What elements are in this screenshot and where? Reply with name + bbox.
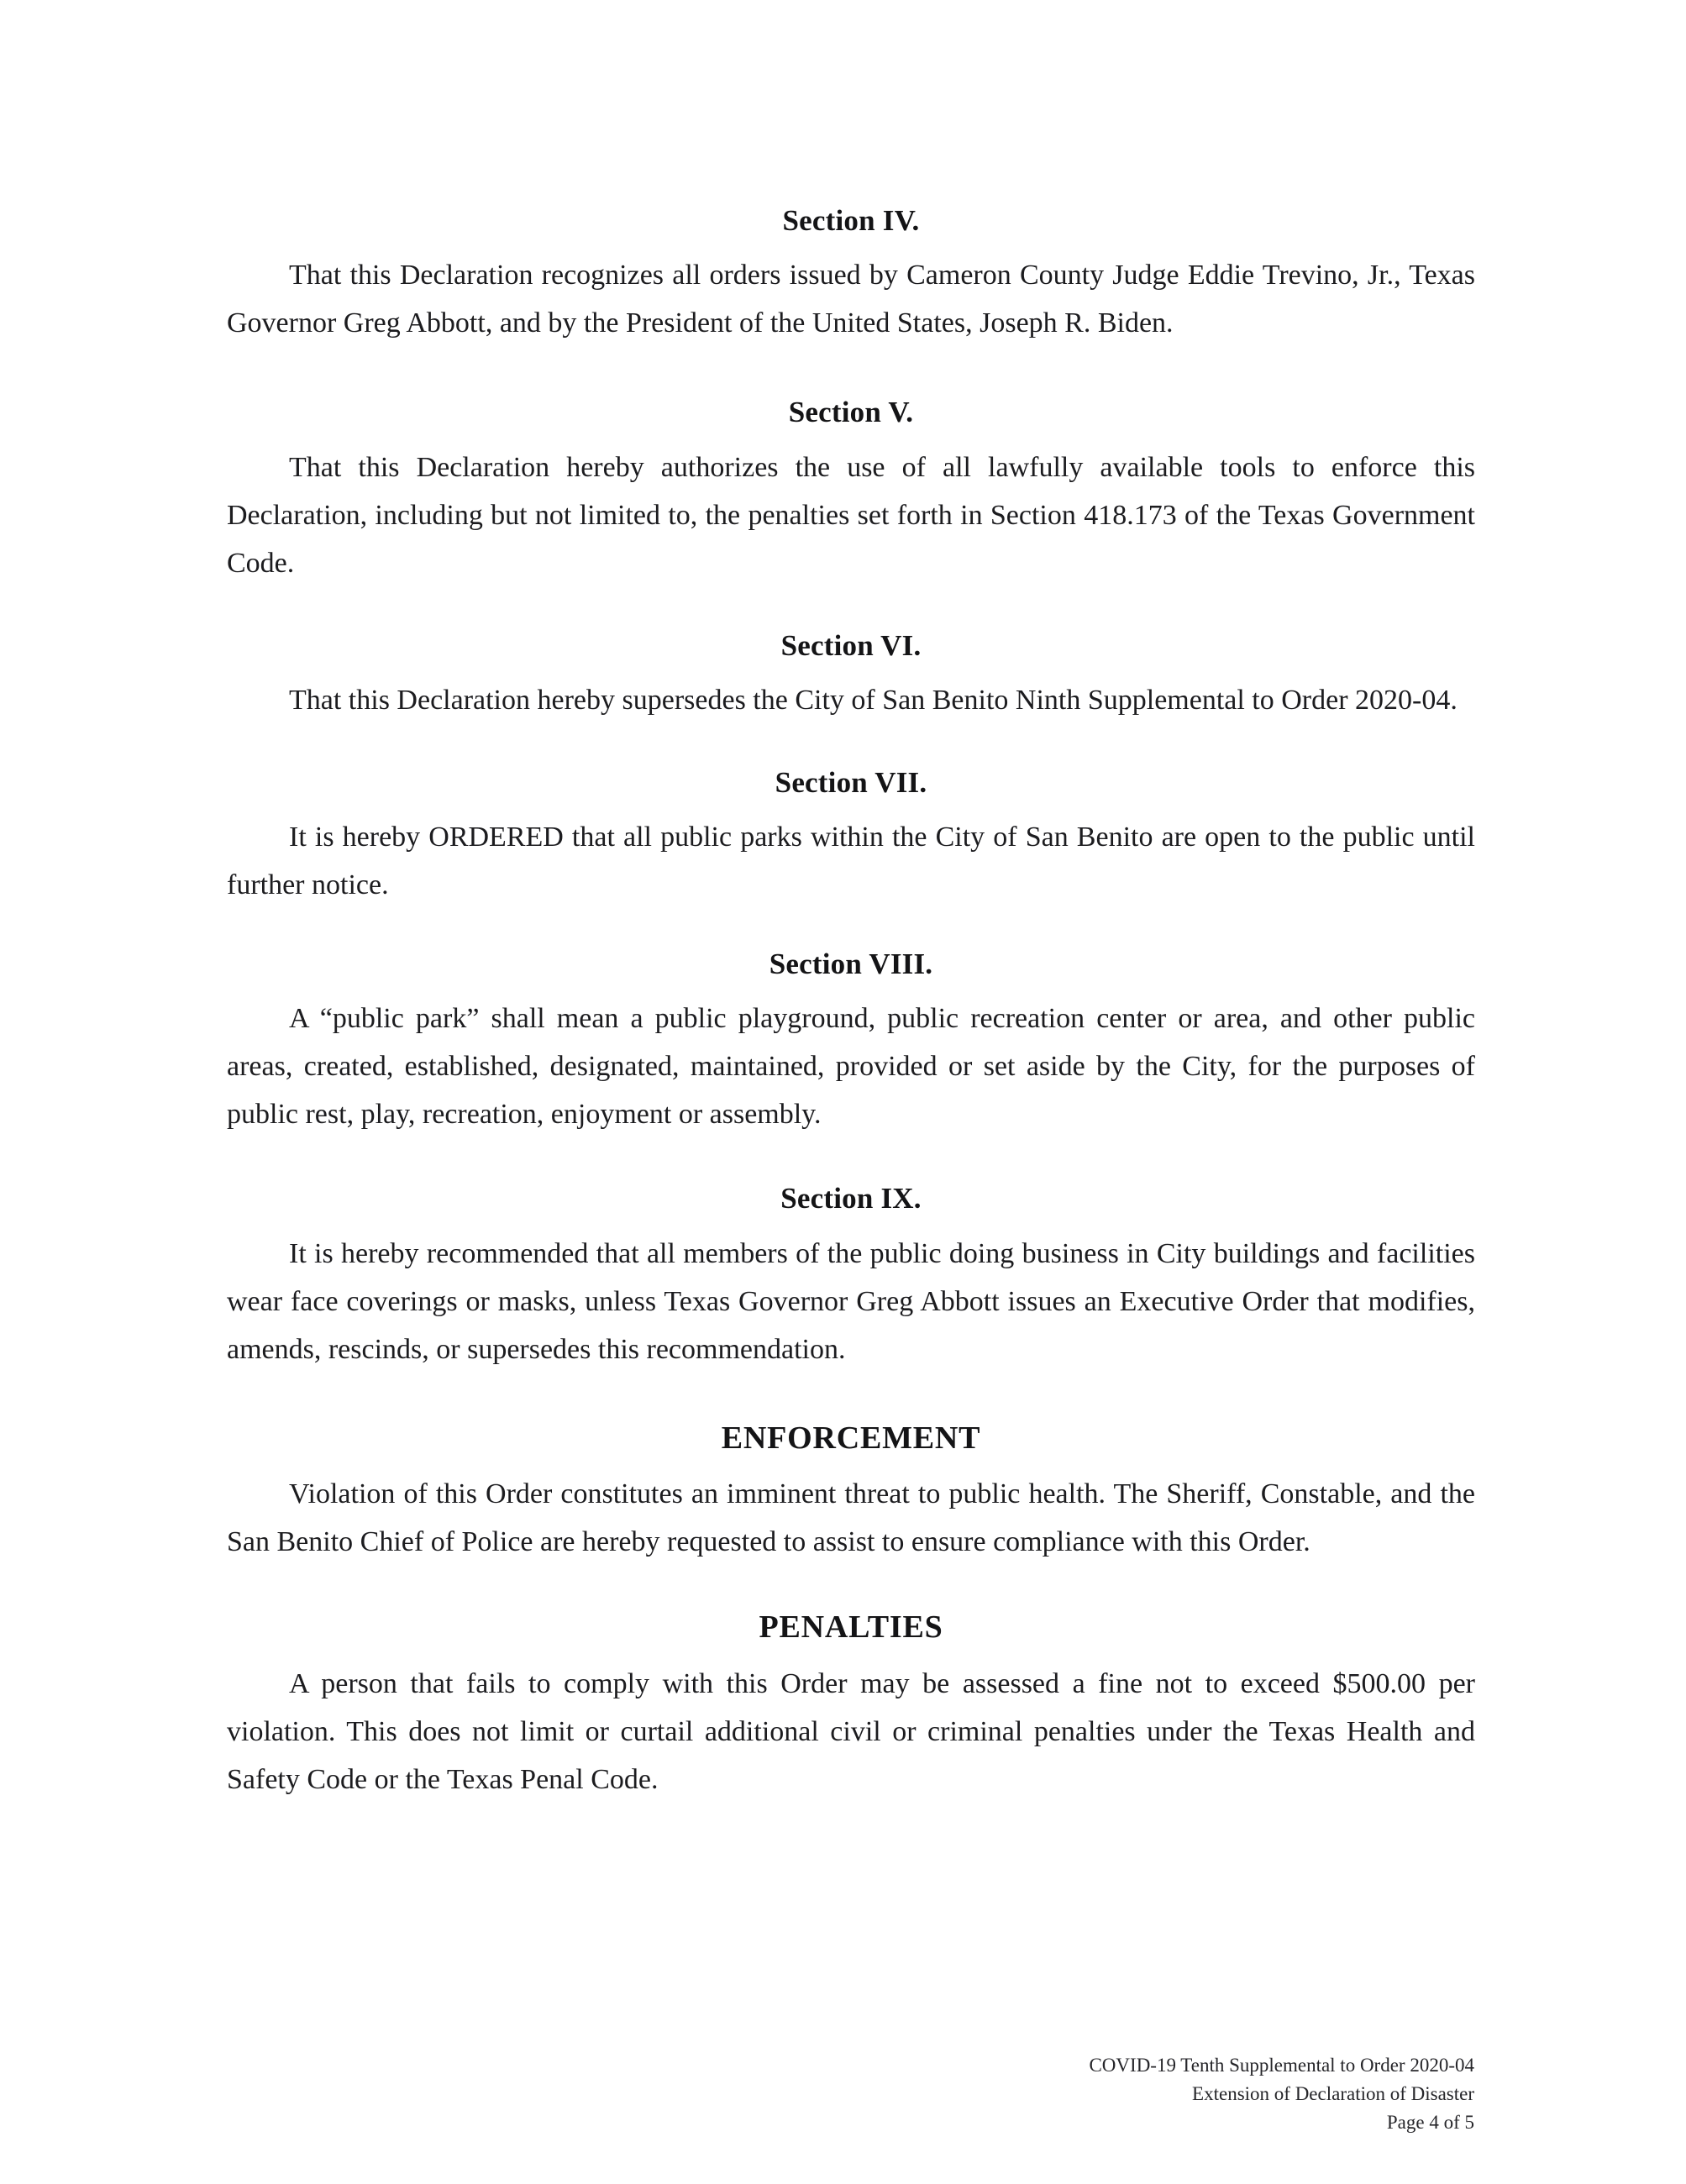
spacer bbox=[227, 1646, 1475, 1660]
section-body-v: That this Declaration hereby authorizes the use of all lawfully available tools to enforce this Declaration, including but not limited to, the penalties set forth in Section 418.173 of the Texas Government Code. bbox=[227, 451, 1475, 579]
section-body-ix: It is hereby recommended that all members of the public doing business in City buildings and facilities wear face coverings or masks, unless Texas Governor Greg Abbott issues an Executive Order that modifies, amends, rescinds, or supersedes this recommendation. bbox=[227, 1237, 1475, 1365]
spacer bbox=[227, 909, 1475, 948]
footer-document-subtitle: Extension of Declaration of Disaster bbox=[1192, 2083, 1474, 2104]
section-heading-penalties: PENALTIES bbox=[759, 1609, 943, 1646]
section-heading-ix: Section IX. bbox=[780, 1182, 922, 1215]
section-heading-enforcement: ENFORCEMENT bbox=[721, 1420, 981, 1456]
section-body-penalties: A person that fails to comply with this Order may be assessed a fine not to exceed $500.00 per violation. This does not limit or curtail additional civil or criminal penalties under the Texas Health and Safety Code or the Texas Penal Code. bbox=[227, 1667, 1475, 1795]
section-heading-iv: Section IV. bbox=[782, 204, 920, 237]
spacer bbox=[227, 587, 1475, 629]
section-body-vii: It is hereby ORDERED that all public parks within the City of San Benito are open to the public until further notice. bbox=[227, 822, 1475, 900]
spacer bbox=[227, 1457, 1475, 1470]
section-heading-viii: Section VIII. bbox=[769, 948, 933, 980]
section-body-iv: That this Declaration recognizes all orders issued by Cameron County Judge Eddie Trevino, Jr., Texas Governor Greg Abbott, and by the President of the United States, Joseph R. Biden. bbox=[227, 260, 1475, 339]
spacer bbox=[227, 981, 1475, 995]
section-heading-vii: Section VII. bbox=[775, 765, 927, 799]
spacer bbox=[227, 238, 1475, 251]
document-body bbox=[227, 204, 1475, 1803]
section-heading-v: Section V. bbox=[788, 396, 914, 429]
footer-document-title: COVID-19 Tenth Supplemental to Order 2020-04 bbox=[1089, 2055, 1474, 2076]
spacer bbox=[227, 663, 1475, 676]
spacer bbox=[227, 347, 1475, 396]
spacer bbox=[227, 1373, 1475, 1420]
section-body-vi: That this Declaration hereby supersedes the City of San Benito Ninth Supplemental to Order 2020-04. bbox=[289, 684, 1458, 716]
spacer bbox=[227, 1138, 1475, 1182]
footer-page-number: Page 4 of 5 bbox=[1386, 2112, 1474, 2133]
section-heading-vi: Section VI. bbox=[780, 628, 922, 662]
spacer bbox=[227, 430, 1475, 444]
spacer bbox=[227, 724, 1475, 766]
page-footer bbox=[718, 2051, 1474, 2137]
section-body-viii: A “public park” shall mean a public playground, public recreation center or area, and other public areas, created, established, designated, maintained, provided or set aside by the City, for the purposes of public rest, play, recreation, enjoyment or assembly. bbox=[227, 1003, 1475, 1131]
spacer bbox=[227, 1216, 1475, 1230]
section-body-enforcement: Violation of this Order constitutes an imminent threat to public health. The Sheriff, Constable, and the San Benito Chief of Police are hereby requested to assist to ensure compliance with this Order. bbox=[227, 1478, 1475, 1558]
spacer bbox=[227, 800, 1475, 813]
spacer bbox=[227, 1566, 1475, 1609]
